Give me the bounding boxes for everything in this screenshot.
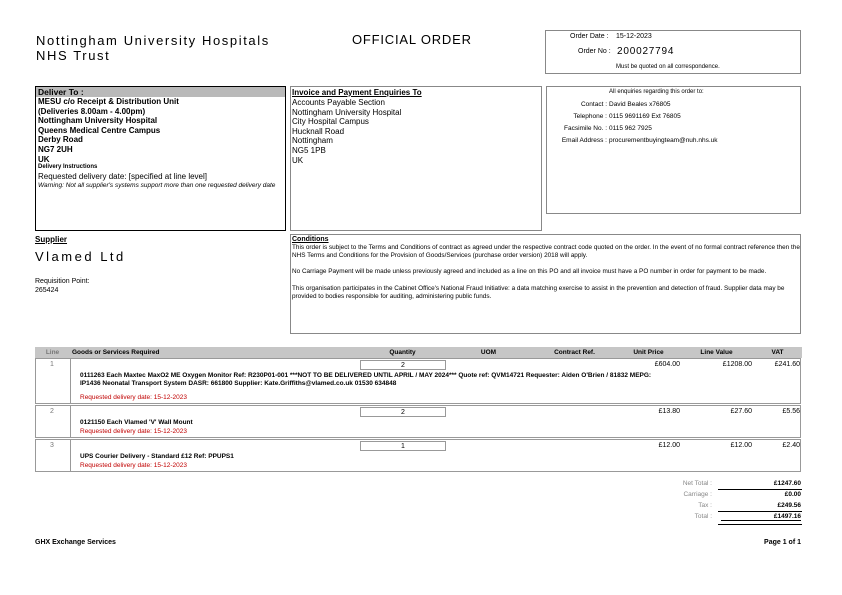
quantity-value: 2 [360,360,446,370]
col-line-value: Line Value [680,348,754,358]
deliver-line: Nottingham University Hospital [38,116,158,126]
totals-divider [718,524,802,525]
page-indicator: Page 1 of 1 [764,539,801,546]
conditions-heading: Conditions [292,236,329,243]
email-label: Email Address : [561,137,607,144]
order-no-label: Order No : [578,48,611,55]
items-table-header [35,347,802,358]
supplier-name: Vlamed Ltd [35,249,126,264]
col-uom: UOM [446,348,532,358]
total-label: Total : [694,513,712,520]
line-number: 1 [50,361,54,368]
supplier-heading: Supplier [35,235,68,244]
deliver-line: Derby Road [38,135,83,145]
invoice-box [290,86,542,231]
line-number: 2 [50,408,54,415]
line-value: £12.00 [730,442,752,449]
line-number: 3 [50,442,54,449]
conditions-para-3: This organisation participates in the Cabinet Office's National Fraud Initiative: a data matching exercise to assist in the prevention and detection of fraud. Supplier data may be provided to bodies responsible for auditing, administering public funds. [292,284,785,300]
col-goods: Goods or Services Required [70,348,360,358]
item-requested-date: Requested delivery date: 15-12-2023 [80,394,187,401]
deliver-line: (Deliveries 8.00am - 4.00pm) [38,106,146,116]
col-unit-price: Unit Price [618,348,680,358]
telephone-label: Telephone : [573,113,607,120]
quantity-value: 1 [360,441,446,451]
invoice-heading: Invoice and Payment Enquiries To [292,88,422,97]
deliver-to-heading: Deliver To : [36,87,285,97]
contact-label: Contact : [580,101,607,108]
enquiries-box [546,86,801,214]
unit-price: £604.00 [654,361,680,368]
order-date-label: Order Date : [570,33,609,40]
order-number: 200027794 [617,46,675,57]
contact-value: David Beales x76805 [609,101,671,108]
item-description-line: 0111263 Each Maxtec MaxO2 ME Oxygen Monitor Ref: R230P01-001 ***NOT TO BE DELIVERED UNTIL APRIL / MAY 2024*** Quote ref: QVM14721 Requester: Aiden O'Brien / 81832 MEPG: [80,372,652,379]
delivery-warning: Warning: Not all supplier's systems support more than one requested delivery date [38,181,276,189]
tax-label: Tax : [698,502,712,509]
fax-label: Facsimile No. : [564,125,607,132]
quote-note: Must be quoted on all correspondence. [616,64,720,70]
table-row [35,439,801,472]
org-name-line2: NHS Trust [36,48,111,63]
carriage-label: Carriage : [683,491,712,498]
col-vat: VAT [754,348,802,358]
deliver-line: MESU c/o Receipt & Distribution Unit [38,97,179,106]
order-info-box [545,30,801,74]
item-description-line: IP1436 Neonatal Transport System DASR: 661800 Supplier: Kate.Griffiths@vlamed.co.uk 01530 634848 [80,380,397,388]
item-requested-date: Requested delivery date: 15-12-2023 [80,462,187,469]
deliver-line: Queens Medical Centre Campus [38,125,161,135]
requested-delivery-date: Requested delivery date: [specified at line level] [38,171,207,181]
deliver-to-box [35,86,286,231]
totals-divider [718,511,802,512]
requisition-point: 265424 [35,287,59,294]
col-contract-ref: Contract Ref. [532,348,618,358]
item-requested-date: Requested delivery date: 15-12-2023 [80,428,187,435]
org-name-line1: Nottingham University Hospitals [36,33,270,48]
vat-value: £5.56 [782,408,800,415]
order-date: 15-12-2023 [616,33,652,40]
footer-left: GHX Exchange Services [35,539,116,546]
vat-value: £241.60 [774,361,800,368]
item-description: UPS Courier Delivery - Standard £12 Ref: PPUPS1 [80,453,234,460]
invoice-line: Nottingham [292,136,333,146]
deliver-line: UK [38,154,50,164]
item-description [80,372,800,389]
totals-divider [718,489,802,490]
delivery-instructions-label: Delivery Instructions [38,164,98,171]
enquiries-heading: All enquiries regarding this order to: [609,89,704,95]
invoice-line: NG5 1PB [292,145,326,155]
line-value: £27.60 [730,408,752,415]
unit-price: £13.80 [658,408,680,415]
net-total-value: £1247.60 [773,480,801,487]
invoice-line: Hucknall Road [292,126,345,136]
invoice-line: Nottingham University Hospital [292,107,402,117]
quantity-value: 2 [360,407,446,417]
conditions-para-1: This order is subject to the Terms and Conditions of contract as agreed under the respective contract code quoted on the order. In the event of no formal contract reference then the NHS Terms and Conditions for the Provision of Goods/Services (purchase order version) 2018 will apply. [292,244,800,260]
item-description: 0121150 Each Vlamed 'V' Wall Mount [80,419,193,426]
conditions-para-2: No Carriage Payment will be made unless previously agreed and included as a line on this PO and all invoice must have a PO number in order for payment to be made. [292,268,767,276]
invoice-address [291,98,541,165]
invoice-line: City Hospital Campus [292,117,369,127]
fax-value: 0115 962 7925 [609,125,652,132]
table-row [35,405,801,438]
col-line: Line [36,348,70,358]
invoice-line: UK [292,155,304,165]
vat-value: £2.40 [782,442,800,449]
conditions-box [290,234,801,334]
invoice-line: Accounts Payable Section [292,98,385,107]
tax-value: £249.56 [777,502,801,509]
table-row [35,358,801,404]
unit-price: £12.00 [658,442,680,449]
col-quantity: Quantity [360,348,446,358]
requisition-label: Requisition Point: [35,278,90,285]
email-value[interactable]: procurementbuyingteam@nuh.nhs.uk [609,137,718,144]
deliver-address [36,97,285,164]
net-total-label: Net Total : [682,480,712,487]
deliver-line: NG7 2UH [38,144,73,154]
line-value: £1208.00 [722,361,752,368]
carriage-value: £0.00 [784,491,801,498]
total-value: £1497.16 [721,513,801,521]
telephone-value: 0115 9691169 Ext 76805 [609,113,681,120]
document-title: OFFICIAL ORDER [352,32,472,47]
